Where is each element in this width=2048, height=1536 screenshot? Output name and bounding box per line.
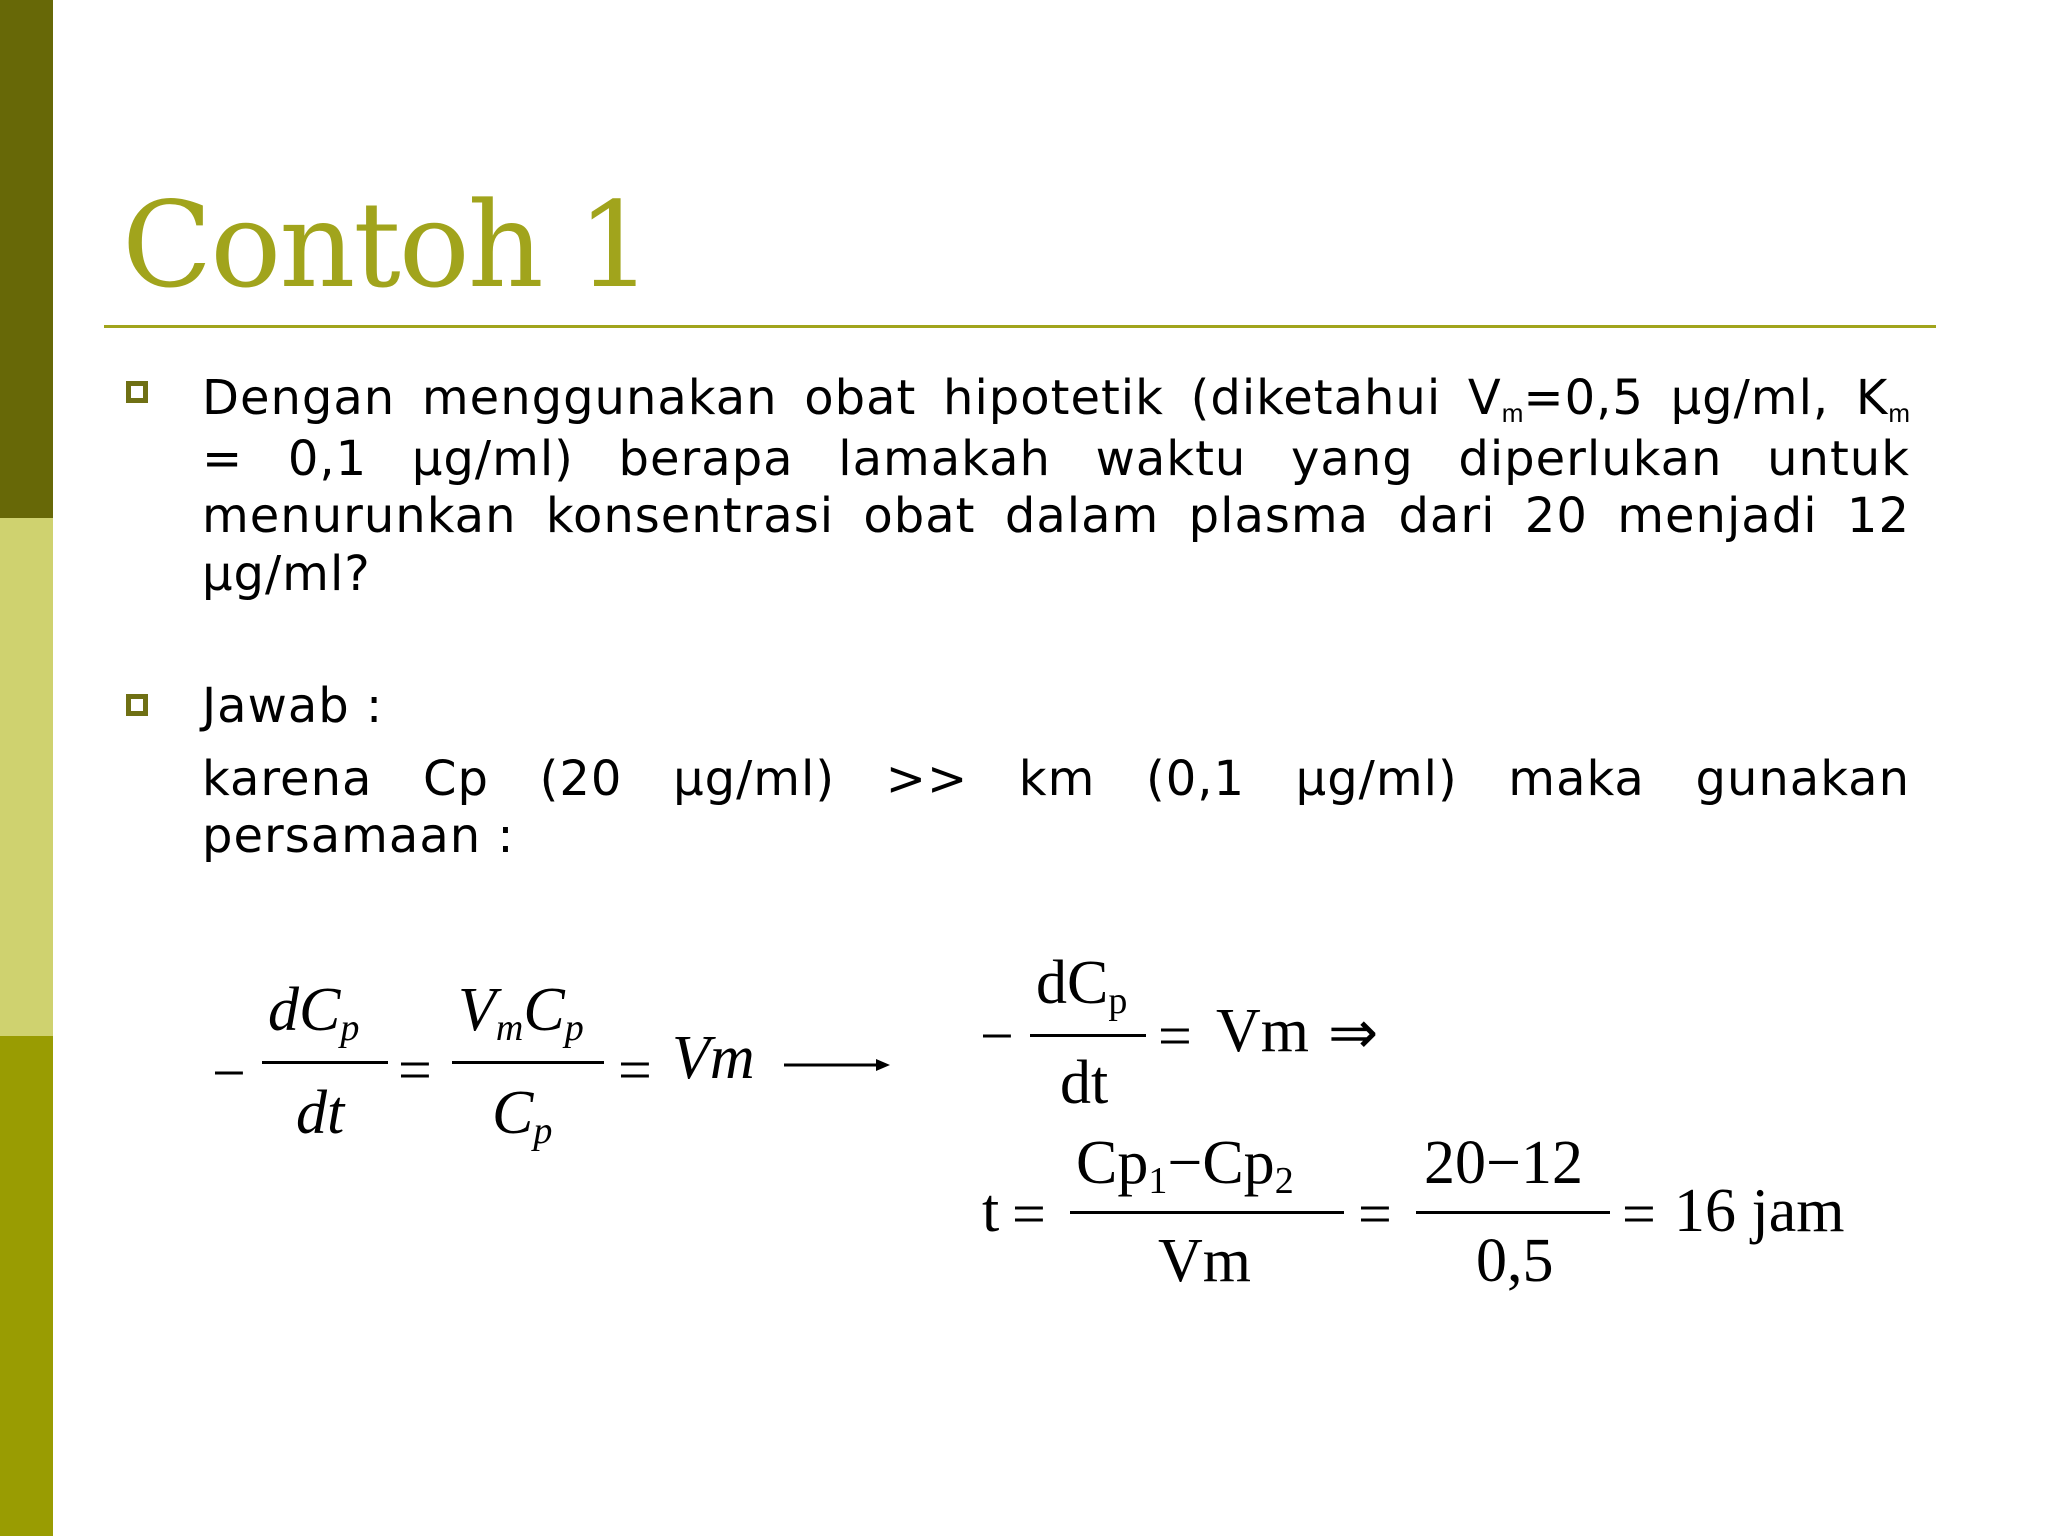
question-line-4: μg/ml? xyxy=(202,546,371,602)
question-line-2: = 0,1 μg/ml) berapa lamakah waktu yang diperlukan untuk xyxy=(202,431,1910,487)
eq3-numerator-1: Cp1−Cp2 xyxy=(1076,1129,1294,1202)
eq3-t: t xyxy=(982,1177,1000,1245)
eq1-numerator-1: dCp xyxy=(268,976,360,1049)
eq2-rhs: Vm xyxy=(1216,997,1309,1065)
eq1-numerator-2: VmCp xyxy=(458,976,584,1049)
eq1-equals-1: = xyxy=(398,1037,432,1103)
eq2-denominator: dt xyxy=(1060,1049,1109,1117)
eq2-minus: − xyxy=(980,1003,1014,1069)
answer-line-2: persamaan : xyxy=(202,808,515,864)
eq1-rhs: Vm xyxy=(672,1024,755,1092)
eq3-equals-3: = xyxy=(1622,1181,1656,1247)
question-line-1: Dengan menggunakan obat hipotetik (diketahui $V_m=0,5$ μg/ml, $K_m$ xyxy=(202,370,1910,428)
slide-title: Contoh 1 xyxy=(122,176,651,314)
side-bar-middle xyxy=(0,518,53,1036)
eq1-minus: − xyxy=(212,1040,246,1106)
implies-arrow-icon: ⇒ xyxy=(1328,1000,1379,1066)
eq1-fraction-line-1 xyxy=(262,1061,388,1064)
eq2-fraction-line xyxy=(1030,1034,1146,1037)
hollow-square-icon xyxy=(126,381,148,403)
eq3-fraction-line-1 xyxy=(1070,1211,1344,1214)
answer-label: Jawab : xyxy=(202,678,384,734)
eq2-equals: = xyxy=(1158,1003,1192,1069)
title-underline xyxy=(104,325,1936,328)
eq1-equals-2: = xyxy=(618,1037,652,1103)
eq3-denominator-1: Vm xyxy=(1158,1227,1251,1295)
hollow-square-icon xyxy=(126,694,148,716)
arrow-right-icon xyxy=(784,1055,890,1075)
eq2-numerator: dCp xyxy=(1036,949,1128,1022)
eq3-denominator-2: 0,5 xyxy=(1476,1227,1554,1295)
eq1-denominator-2: Cp xyxy=(492,1079,553,1152)
side-bar-bottom xyxy=(0,1036,53,1536)
eq1-fraction-line-2 xyxy=(452,1061,604,1064)
eq3-fraction-line-2 xyxy=(1416,1211,1610,1214)
eq3-result: 16 jam xyxy=(1674,1177,1845,1245)
eq1-denominator-1: dt xyxy=(296,1079,345,1147)
answer-line-1: karena Cp (20 μg/ml) >> km (0,1 μg/ml) maka gunakan xyxy=(202,751,1910,807)
side-bar-top xyxy=(0,0,53,518)
eq3-equals-1: = xyxy=(1012,1181,1046,1247)
eq3-numerator-2: 20−12 xyxy=(1424,1129,1583,1197)
question-line-3: menurunkan konsentrasi obat dalam plasma dari 20 menjadi 12 xyxy=(202,488,1910,544)
eq3-equals-2: = xyxy=(1358,1181,1392,1247)
